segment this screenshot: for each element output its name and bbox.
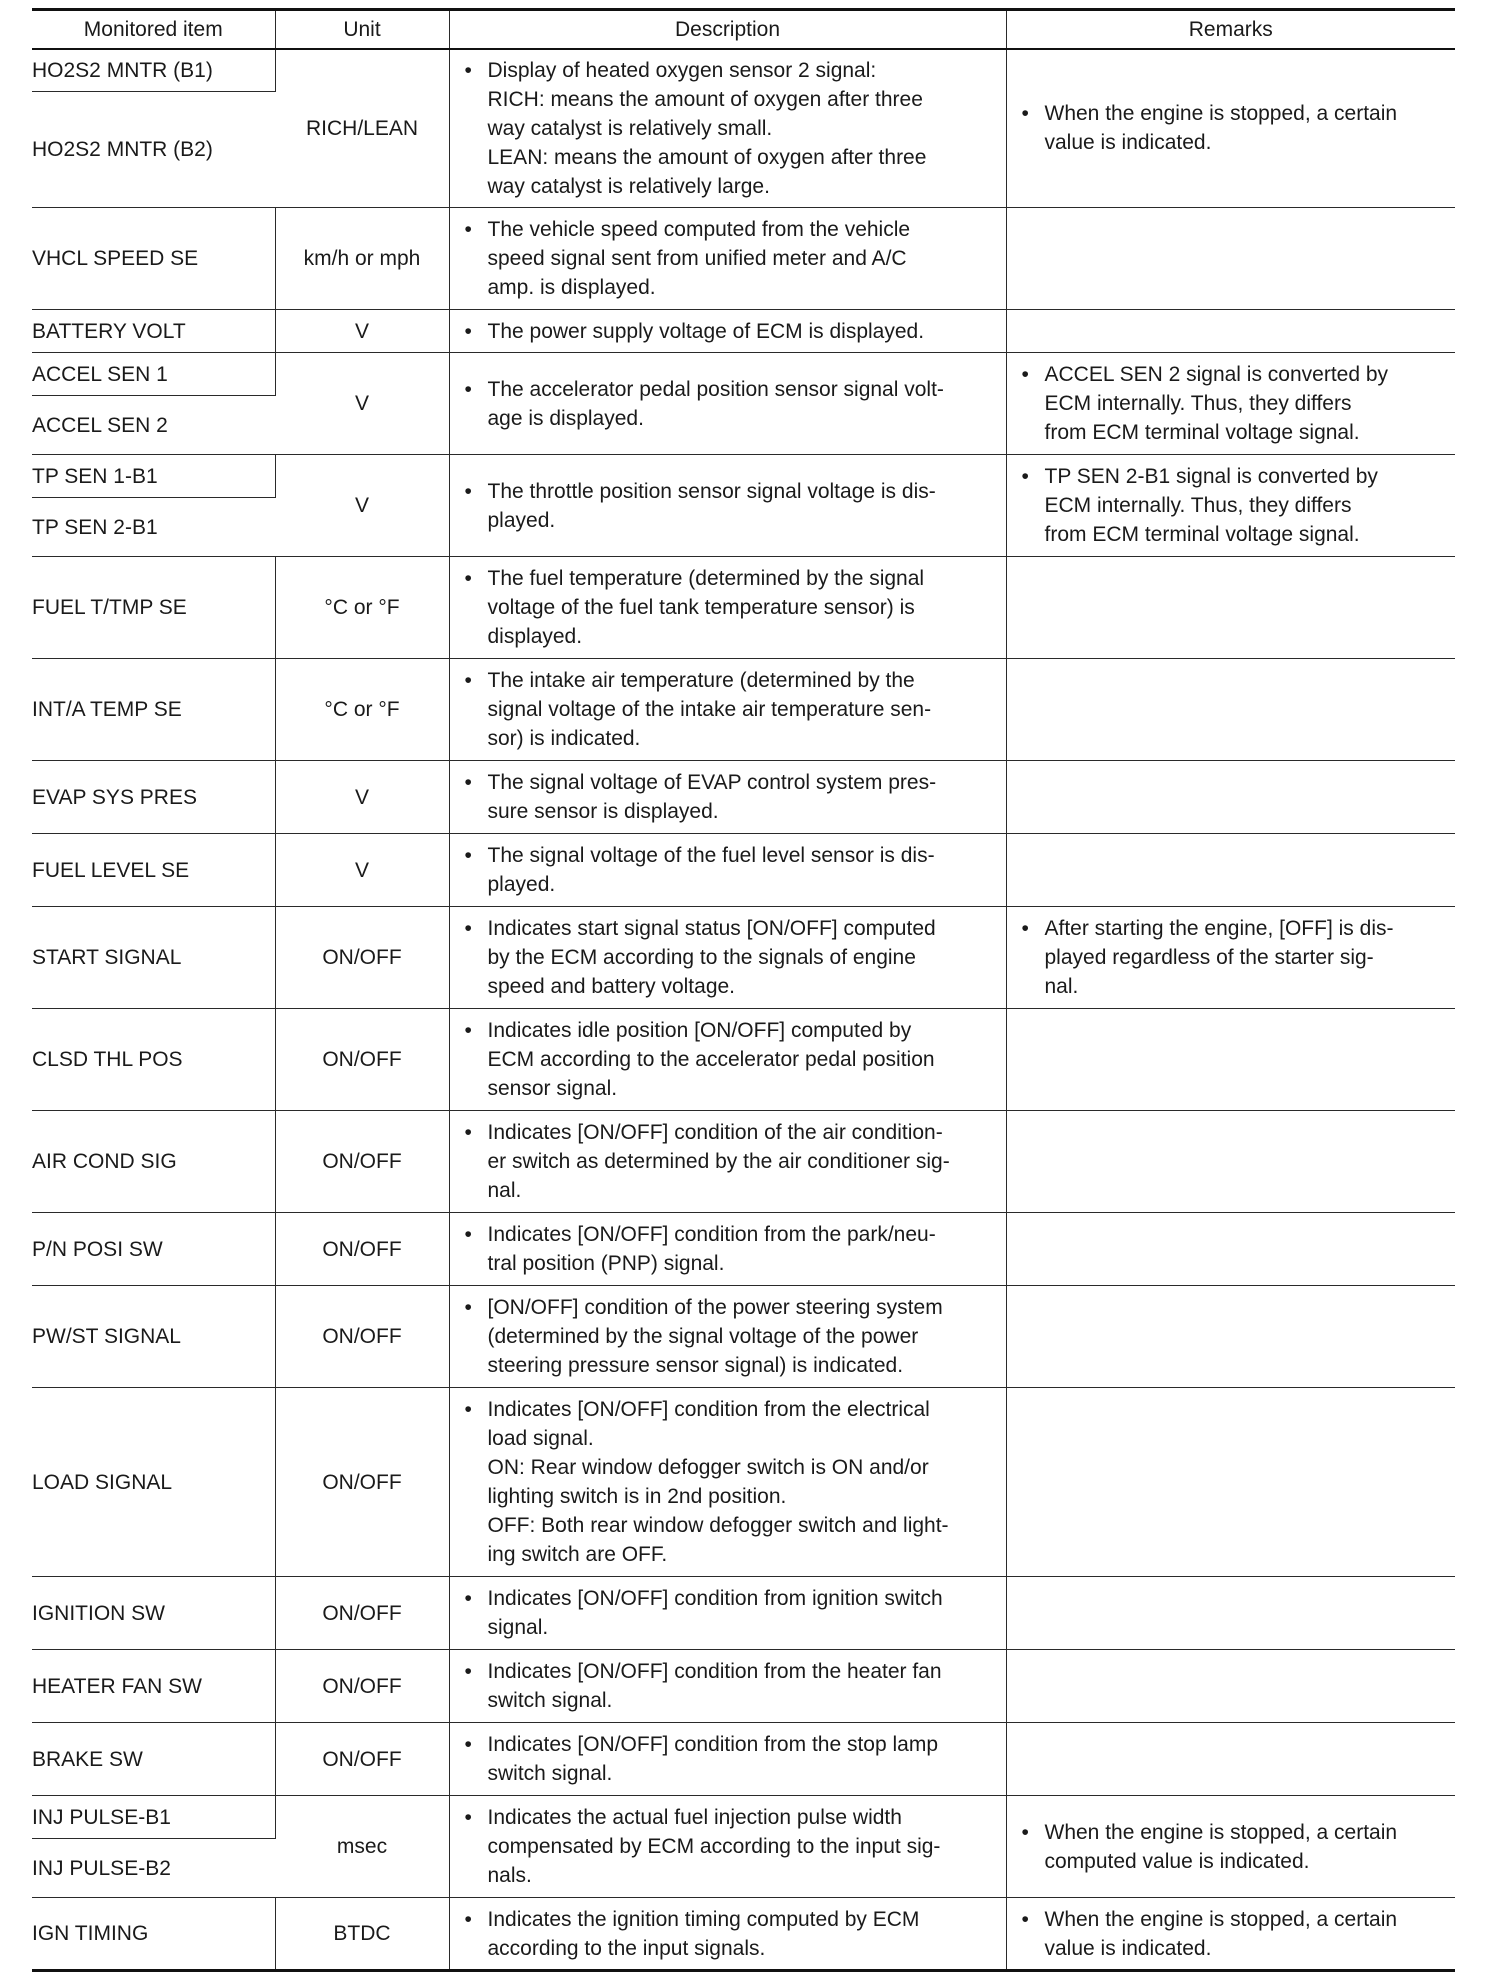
description-cell	[449, 49, 1006, 208]
description-bullet	[450, 768, 1006, 826]
description-cell	[449, 1009, 1006, 1111]
table-row	[32, 1898, 1455, 1971]
description-line: way catalyst is relatively small.	[487, 116, 773, 140]
monitored-item-cell: FUEL T/TMP SE	[32, 557, 275, 659]
monitored-item-cell: HO2S2 MNTR (B1)	[32, 49, 275, 92]
monitored-item-cell: FUEL LEVEL SE	[32, 834, 275, 907]
unit-cell: ON/OFF	[275, 1388, 449, 1577]
remarks-bullet	[1007, 914, 1456, 1001]
description-line: • The throttle position sensor signal voltage is dis-	[487, 479, 936, 503]
description-line: compensated by ECM according to the input sig-	[487, 1835, 941, 1858]
remarks-cell	[1006, 761, 1455, 834]
header-description: Description	[449, 10, 1006, 49]
remarks-line: from ECM terminal voltage signal.	[1044, 523, 1360, 546]
description-line: switch signal.	[487, 1762, 613, 1785]
remarks-cell	[1006, 455, 1455, 557]
remarks-line: value is indicated.	[1044, 1936, 1212, 1960]
remarks-line: ECM internally. Thus, they differs	[1044, 392, 1352, 415]
remarks-line: computed value is indicated.	[1044, 1849, 1310, 1873]
table-row	[32, 557, 1455, 659]
remarks-line: • After starting the engine, [OFF] is dis-	[1044, 917, 1394, 940]
description-cell	[449, 1723, 1006, 1796]
remarks-bullet	[1007, 360, 1456, 447]
header-unit: Unit	[275, 10, 449, 49]
description-cell	[449, 907, 1006, 1009]
monitored-item-cell: INJ PULSE-B1	[32, 1796, 275, 1839]
table-row	[32, 1286, 1455, 1388]
remarks-line: • When the engine is stopped, a certain	[1044, 1907, 1398, 1931]
monitored-item-cell: ACCEL SEN 1	[32, 353, 275, 396]
description-line: tral position (PNP) signal.	[487, 1252, 725, 1275]
description-cell	[449, 834, 1006, 907]
description-line: LEAN: means the amount of oxygen after three	[487, 145, 927, 169]
monitored-item-cell: BRAKE SW	[32, 1723, 275, 1796]
description-line: sure sensor is displayed.	[487, 800, 719, 823]
description-bullet	[450, 1293, 1006, 1380]
table-row	[32, 1111, 1455, 1213]
description-line: • Indicates the ignition timing computed by ECM	[487, 1907, 920, 1931]
description-line: • Indicates [ON/OFF] condition from the park/neu-	[487, 1223, 936, 1246]
description-bullet	[450, 1220, 1006, 1278]
table-row	[32, 659, 1455, 761]
table-row	[32, 1388, 1455, 1577]
remarks-cell	[1006, 1286, 1455, 1388]
description-line: OFF: Both rear window defogger switch and light-	[487, 1514, 949, 1537]
description-line: • Indicates [ON/OFF] condition from the electrical	[487, 1398, 930, 1421]
description-line: age is displayed.	[487, 406, 644, 430]
description-bullet	[450, 56, 1006, 201]
description-line: sor) is indicated.	[487, 727, 641, 750]
table-row	[32, 310, 1455, 353]
description-cell	[449, 455, 1006, 557]
description-cell	[449, 659, 1006, 761]
description-line: • The intake air temperature (determined by the	[487, 669, 915, 692]
monitored-item-cell: INT/A TEMP SE	[32, 659, 275, 761]
description-line: • Indicates the actual fuel injection pulse width	[487, 1806, 902, 1829]
header-row	[32, 10, 1455, 49]
description-bullet	[450, 1657, 1006, 1715]
description-line: RICH: means the amount of oxygen after three	[487, 87, 923, 111]
unit-cell: °C or °F	[275, 659, 449, 761]
monitor-item-table-page	[32, 8, 1455, 1972]
remarks-cell	[1006, 1111, 1455, 1213]
description-line: • Indicates idle position [ON/OFF] computed by	[487, 1019, 912, 1042]
monitored-item-cell: IGN TIMING	[32, 1898, 275, 1971]
table-row	[32, 1213, 1455, 1286]
description-line: er switch as determined by the air conditioner sig-	[487, 1150, 950, 1173]
description-line: way catalyst is relatively large.	[487, 174, 770, 198]
description-line: • Indicates [ON/OFF] condition from ignition switch	[487, 1587, 943, 1610]
monitored-item-cell: START SIGNAL	[32, 907, 275, 1009]
unit-cell: ON/OFF	[275, 1111, 449, 1213]
remarks-cell	[1006, 1577, 1455, 1650]
description-bullet	[450, 215, 1006, 302]
remarks-cell	[1006, 1723, 1455, 1796]
unit-cell: ON/OFF	[275, 907, 449, 1009]
description-line: sensor signal.	[487, 1077, 618, 1100]
description-line: nal.	[487, 1179, 522, 1202]
unit-cell: ON/OFF	[275, 1577, 449, 1650]
remarks-line: played regardless of the starter sig-	[1044, 946, 1374, 969]
remarks-cell	[1006, 659, 1455, 761]
description-line: load signal.	[487, 1427, 594, 1450]
description-bullet	[450, 841, 1006, 899]
header-monitored-item: Monitored item	[32, 10, 275, 49]
monitored-item-cell: TP SEN 1-B1	[32, 455, 275, 498]
remarks-cell	[1006, 907, 1455, 1009]
description-line: • The signal voltage of EVAP control system pres-	[487, 771, 937, 794]
remarks-cell	[1006, 310, 1455, 353]
description-bullet	[450, 1395, 1006, 1569]
remarks-line: nal.	[1044, 975, 1079, 998]
monitored-item-cell: HO2S2 MNTR (B2)	[32, 92, 275, 208]
unit-cell: V	[275, 353, 449, 455]
description-bullet	[450, 1803, 1006, 1890]
description-line: amp. is displayed.	[487, 276, 656, 299]
description-cell	[449, 1650, 1006, 1723]
description-line: • The power supply voltage of ECM is displayed.	[487, 319, 925, 343]
monitored-item-cell: PW/ST SIGNAL	[32, 1286, 275, 1388]
description-line: according to the input signals.	[487, 1936, 766, 1960]
remarks-cell	[1006, 1650, 1455, 1723]
description-line: • Display of heated oxygen sensor 2 signal:	[487, 58, 877, 82]
unit-cell: V	[275, 310, 449, 353]
description-cell	[449, 1111, 1006, 1213]
table-row	[32, 1796, 1455, 1839]
description-cell	[449, 1796, 1006, 1898]
description-line: • The vehicle speed computed from the vehicle	[487, 218, 911, 241]
description-line: • The fuel temperature (determined by the signal	[487, 567, 925, 590]
description-bullet	[450, 666, 1006, 753]
remarks-line: • ACCEL SEN 2 signal is converted by	[1044, 363, 1389, 386]
remarks-cell	[1006, 834, 1455, 907]
description-line: signal voltage of the intake air temperature sen-	[487, 698, 932, 721]
remarks-bullet	[1007, 1905, 1456, 1963]
description-line: • Indicates start signal status [ON/OFF] computed	[487, 917, 936, 940]
table-row	[32, 761, 1455, 834]
remarks-bullet	[1007, 462, 1456, 549]
table-row	[32, 455, 1455, 498]
unit-cell: V	[275, 455, 449, 557]
remarks-line: • When the engine is stopped, a certain	[1044, 102, 1398, 126]
monitored-item-cell: P/N POSI SW	[32, 1213, 275, 1286]
description-cell	[449, 1577, 1006, 1650]
table-row	[32, 1577, 1455, 1650]
description-cell	[449, 1898, 1006, 1971]
description-cell	[449, 761, 1006, 834]
description-cell	[449, 1213, 1006, 1286]
description-line: steering pressure sensor signal) is indicated.	[487, 1354, 904, 1377]
monitored-item-cell: LOAD SIGNAL	[32, 1388, 275, 1577]
description-line: ECM according to the accelerator pedal position	[487, 1048, 935, 1071]
description-line: by the ECM according to the signals of engine	[487, 946, 916, 969]
description-line: speed signal sent from unified meter and A/C	[487, 247, 907, 270]
unit-cell: V	[275, 761, 449, 834]
description-bullet	[450, 477, 1006, 535]
description-cell	[449, 353, 1006, 455]
description-line: displayed.	[487, 625, 583, 648]
description-line: ing switch are OFF.	[487, 1543, 668, 1566]
unit-cell: ON/OFF	[275, 1650, 449, 1723]
description-bullet	[450, 1118, 1006, 1205]
header-remarks: Remarks	[1006, 10, 1455, 49]
remarks-cell	[1006, 49, 1455, 208]
description-line: • The signal voltage of the fuel level sensor is dis-	[487, 844, 935, 867]
remarks-cell	[1006, 1009, 1455, 1111]
remarks-cell	[1006, 1898, 1455, 1971]
monitored-item-cell: INJ PULSE-B2	[32, 1839, 275, 1898]
description-bullet	[450, 914, 1006, 1001]
description-line: • Indicates [ON/OFF] condition of the air condition-	[487, 1121, 943, 1144]
remarks-line: ECM internally. Thus, they differs	[1044, 494, 1352, 517]
remarks-cell	[1006, 1388, 1455, 1577]
monitored-item-cell: TP SEN 2-B1	[32, 498, 275, 557]
description-line: ON: Rear window defogger switch is ON and/or	[487, 1456, 929, 1479]
remarks-cell	[1006, 1213, 1455, 1286]
description-line: played.	[487, 508, 556, 532]
unit-cell: km/h or mph	[275, 208, 449, 310]
table-row	[32, 1650, 1455, 1723]
description-line: signal.	[487, 1616, 549, 1639]
description-line: speed and battery voltage.	[487, 975, 736, 998]
remarks-cell	[1006, 353, 1455, 455]
monitored-item-cell: VHCL SPEED SE	[32, 208, 275, 310]
monitored-item-cell: IGNITION SW	[32, 1577, 275, 1650]
table-row	[32, 353, 1455, 396]
unit-cell: ON/OFF	[275, 1213, 449, 1286]
description-bullet	[450, 564, 1006, 651]
remarks-cell	[1006, 1796, 1455, 1898]
unit-cell: BTDC	[275, 1898, 449, 1971]
remarks-cell	[1006, 208, 1455, 310]
table-row	[32, 907, 1455, 1009]
description-cell	[449, 1286, 1006, 1388]
description-line: switch signal.	[487, 1689, 613, 1712]
description-bullet	[450, 375, 1006, 433]
monitored-item-cell: CLSD THL POS	[32, 1009, 275, 1111]
table-row	[32, 834, 1455, 907]
description-bullet	[450, 1905, 1006, 1963]
monitored-item-cell: ACCEL SEN 2	[32, 396, 275, 455]
description-line: • [ON/OFF] condition of the power steering system	[487, 1296, 943, 1319]
remarks-line: from ECM terminal voltage signal.	[1044, 421, 1360, 444]
table-body	[32, 49, 1455, 1971]
table-row	[32, 49, 1455, 92]
unit-cell: ON/OFF	[275, 1286, 449, 1388]
description-line: voltage of the fuel tank temperature sensor) is	[487, 596, 915, 619]
description-line: (determined by the signal voltage of the power	[487, 1325, 919, 1348]
monitored-item-cell: AIR COND SIG	[32, 1111, 275, 1213]
description-line: • The accelerator pedal position sensor signal volt-	[487, 377, 944, 401]
table-row	[32, 1723, 1455, 1796]
table-row	[32, 1009, 1455, 1111]
remarks-bullet	[1007, 99, 1456, 157]
description-bullet	[450, 1016, 1006, 1103]
description-line: nals.	[487, 1864, 532, 1887]
remarks-cell	[1006, 557, 1455, 659]
table-row	[32, 208, 1455, 310]
description-cell	[449, 310, 1006, 353]
unit-cell: V	[275, 834, 449, 907]
description-bullet	[450, 1584, 1006, 1642]
description-bullet	[450, 1730, 1006, 1788]
description-cell	[449, 1388, 1006, 1577]
remarks-line: • TP SEN 2-B1 signal is converted by	[1044, 465, 1378, 488]
remarks-line: value is indicated.	[1044, 131, 1212, 155]
description-line: lighting switch is in 2nd position.	[487, 1485, 787, 1508]
monitor-item-table	[32, 8, 1455, 1972]
description-line: • Indicates [ON/OFF] condition from the heater fan	[487, 1660, 942, 1683]
description-line: • Indicates [ON/OFF] condition from the stop lamp	[487, 1733, 939, 1756]
description-line: played.	[487, 873, 556, 896]
description-bullet	[450, 317, 1006, 346]
unit-cell: °C or °F	[275, 557, 449, 659]
remarks-bullet	[1007, 1818, 1456, 1876]
monitored-item-cell: EVAP SYS PRES	[32, 761, 275, 834]
unit-cell: msec	[275, 1796, 449, 1898]
unit-cell: ON/OFF	[275, 1009, 449, 1111]
remarks-line: • When the engine is stopped, a certain	[1044, 1820, 1398, 1844]
monitored-item-cell: HEATER FAN SW	[32, 1650, 275, 1723]
description-cell	[449, 208, 1006, 310]
description-cell	[449, 557, 1006, 659]
unit-cell: ON/OFF	[275, 1723, 449, 1796]
monitored-item-cell: BATTERY VOLT	[32, 310, 275, 353]
unit-cell: RICH/LEAN	[275, 49, 449, 208]
